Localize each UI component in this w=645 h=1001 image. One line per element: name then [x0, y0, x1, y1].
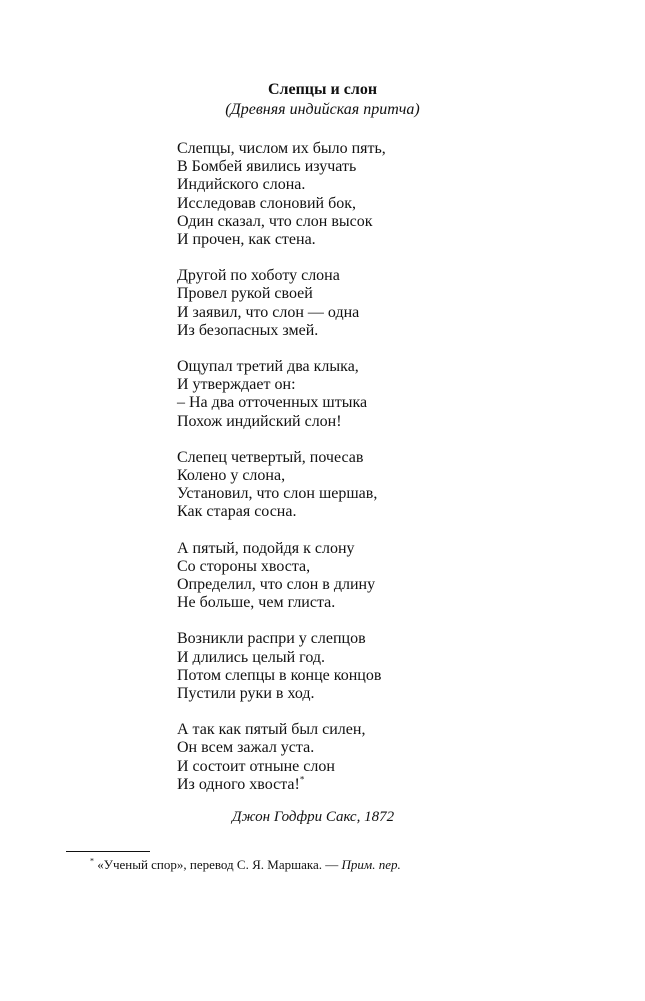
poem-line: Из одного хвоста!* [177, 774, 305, 793]
poem-line: В Бомбей явились изучать [177, 158, 357, 176]
poem-stanza [177, 721, 437, 794]
poem-line: Установил, что слон шершав, [177, 485, 378, 503]
footnote-text: «Ученый спор», перевод С. Я. Маршака. — [97, 857, 342, 872]
poem-stanza [177, 449, 437, 522]
poem-line: Не больше, чем глиста. [177, 594, 336, 612]
poem-line: Он всем зажал уста. [177, 739, 315, 757]
poem-line: Как старая сосна. [177, 503, 297, 521]
poem-author: Джон Годфри Сакс, 1872 [232, 809, 395, 825]
footnote-marker: * [90, 856, 94, 866]
poem-line: Определил, что слон в длину [177, 576, 376, 594]
poem-line: Провел рукой своей [177, 285, 313, 303]
poem-line: А пятый, подойдя к слону [177, 539, 355, 557]
poem-line: Слепец четвертый, почесав [177, 448, 364, 466]
poem-stanza [177, 358, 437, 431]
poem-line: И заявил, что слон — одна [177, 303, 360, 321]
poem-line: Из безопасных змей. [177, 321, 319, 339]
poem-line: Ощупал третий два клыка, [177, 358, 359, 376]
poem-line: Похож индийский слон! [177, 412, 342, 430]
poem-stanza [177, 267, 437, 340]
poem-line: Один сказал, что слон высок [177, 212, 373, 230]
poem-line: Потом слепцы в конце концов [177, 666, 382, 684]
poem-line: И состоит отныне слон [177, 757, 335, 775]
poem-line: А так как пятый был силен, [177, 721, 366, 739]
poem-line: Возникли распри у слепцов [177, 630, 366, 648]
poem-stanza [177, 540, 437, 613]
poem-line: Исследовав слоновий бок, [177, 194, 357, 212]
footnote [90, 857, 401, 873]
poem-line: Колено у слона, [177, 467, 286, 485]
poem-line: Другой по хоботу слона [177, 267, 340, 285]
poem-line: Пустили руки в ход. [177, 685, 315, 703]
footnote-divider [66, 851, 150, 852]
footnote-abbreviation: Прим. пер. [341, 857, 401, 872]
poem-footnote-marker: * [299, 774, 305, 785]
poem-line: И длились целый год. [177, 648, 325, 666]
poem-title: Слепцы и слон [267, 81, 378, 98]
poem-stanza [177, 630, 437, 703]
poem-body [177, 140, 437, 812]
poem-subtitle: (Древняя индийская притча) [225, 101, 420, 118]
poem-line: – На два отточенных штыка [177, 394, 368, 412]
poem-line: Слепцы, числом их было пять, [177, 140, 386, 157]
poem-line: Со стороны хвоста, [177, 557, 311, 575]
poem-line: Индийского слона. [177, 176, 306, 194]
poem-line: И прочен, как стена. [177, 231, 316, 249]
poem-stanza [177, 140, 437, 249]
poem-line: И утверждает он: [177, 376, 296, 394]
